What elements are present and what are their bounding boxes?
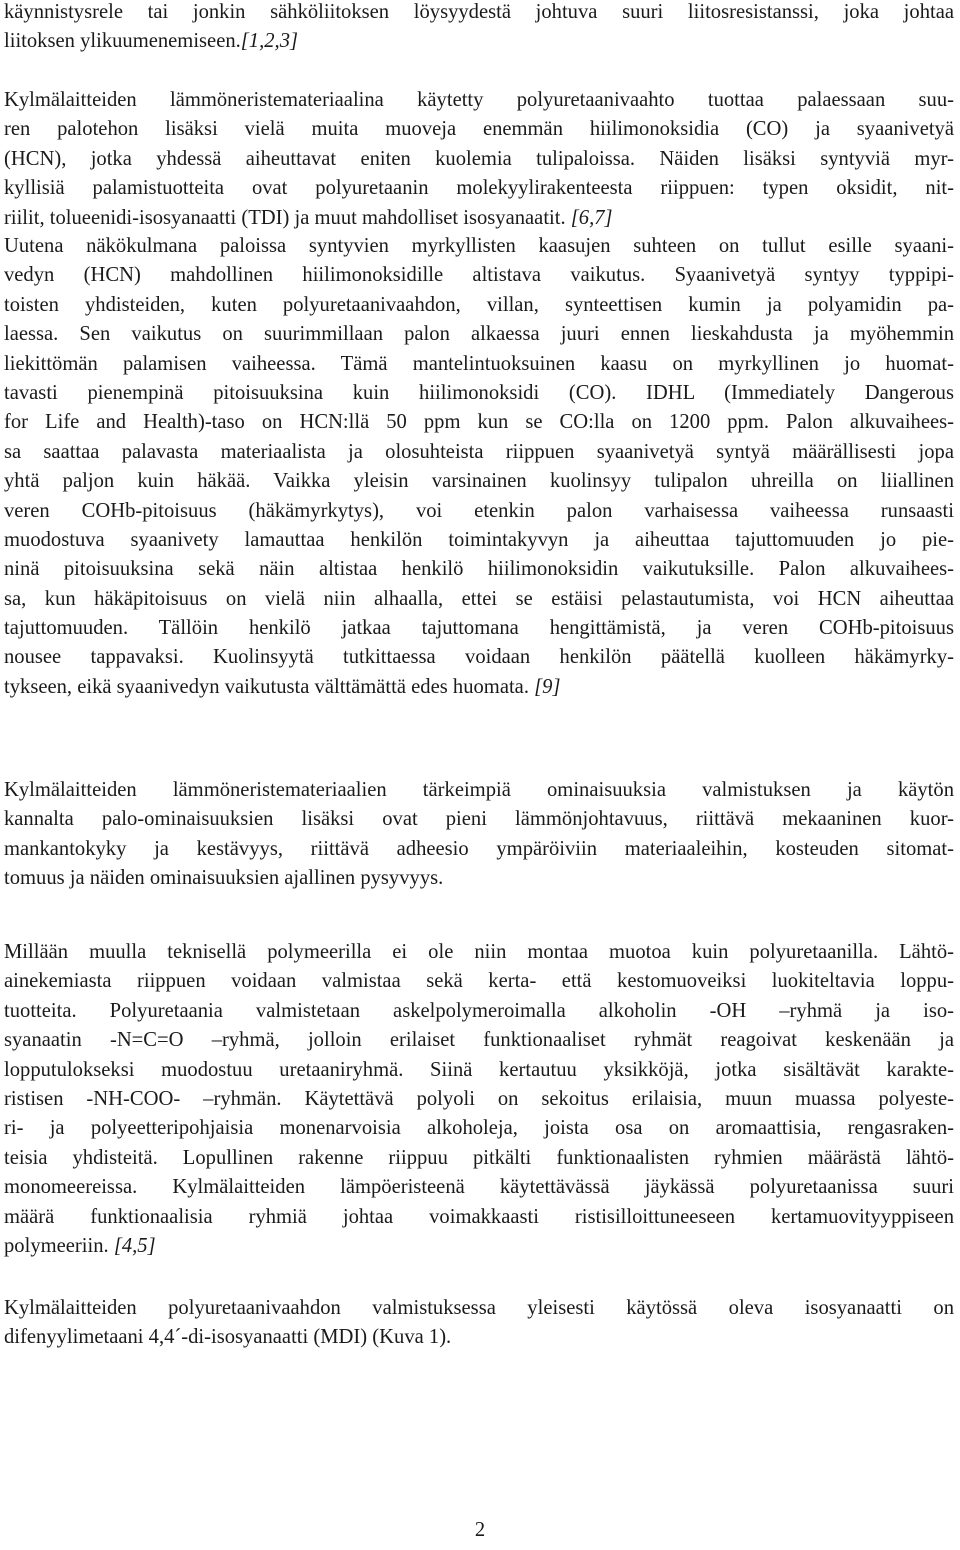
text-line: ri- ja polyeetteripohjaisia monenarvoisia alkoholeja, joista osa on aromaattisia, rengasraken- (4, 1117, 954, 1140)
paragraph-5 (4, 938, 954, 1261)
page-number: 2 (474, 1519, 486, 1541)
text-line: vedyn (HCN) mahdollinen hiilimonoksidille altistava vaikutus. Syaanivetyä syntyy typpipi- (4, 264, 954, 287)
text-line: Kylmälaitteiden lämmöneristemateriaalien tärkeimpiä ominaisuuksia valmistuksen ja käytön (4, 779, 954, 801)
text-line: tajuttomuuden. Tällöin henkilö jatkaa tajuttomana hengittämistä, ja veren COHb-pitoisuus (4, 617, 954, 640)
text-line (4, 1232, 954, 1261)
text-line: laessa. Sen vaikutus on suurimmillaan palon alkaessa juuri ennen lieskahdusta ja myöhemmin (4, 323, 954, 346)
text-line: Uutena näkökulmana paloissa syntyvien myrkyllisten kaasujen suhteen on tullut esille syaani- (4, 235, 954, 257)
text-line: veren COHb-pitoisuus (häkämyrkytys), voi etenkin palon varhaisessa vaiheessa runsaasti (4, 499, 954, 522)
text-line: ren palotehon lisäksi vielä muita muoveja enemmän hiilimonoksidia (CO) ja syaanivetyä (4, 118, 954, 141)
text-line: Kylmälaitteiden polyuretaanivaahdon valmistuksessa yleisesti käytössä oleva isosyanaatti on (4, 1297, 954, 1319)
text-line (4, 673, 954, 702)
citation: [6,7] (570, 206, 613, 229)
text-line: teisia yhdisteitä. Lopullinen rakenne riippuu pitkälti funktionaalisten ryhmien määrästä lähtö- (4, 1146, 954, 1169)
text-line-content: liitoksen ylikuumenemiseen. (4, 30, 241, 53)
text-line: käynnistysrele tai jonkin sähköliitoksen löysyydestä johtuva suuri liitosresistanssi, joka johtaa (4, 1, 954, 23)
text-line: nousee tappavaksi. Kuolinsyytä tutkittaessa voidaan henkilön päätellä kuolleen häkämyrky- (4, 646, 954, 669)
text-line: ninä pitoisuuksina sekä näin altistaa henkilö hiilimonoksidin vaikutuksille. Palon alkuvaihees- (4, 558, 954, 581)
text-line: tavasti pienempinä pitoisuuksina kuin hiilimonoksidi (CO). IDHL (Immediately Dangerous (4, 381, 954, 404)
paragraph-1 (4, 0, 954, 57)
text-line: lopputulokseksi muodostuu uretaaniryhmä. Siinä kertautuu yksikköjä, jotka sisältävät karakte- (4, 1058, 954, 1081)
text-line: yhtä paljon kuin häkää. Vaikka yleisin varsinainen kuolinsyy tulipalon uhreilla on liiallinen (4, 470, 954, 493)
text-line-content: riilit, tolueenidi-isosyanaatti (TDI) ja muut mahdolliset isosyanaatit. (4, 206, 566, 229)
text-line: kannalta palo-ominaisuuksien lisäksi ovat pieni lämmönjohtavuus, riittävä mekaaninen kuor- (4, 808, 954, 831)
text-line: määrä funktionaalisia ryhmiä johtaa voimakkaasti ristisilloittuneeseen kertamuovityyppiseen (4, 1205, 954, 1228)
text-line (4, 27, 954, 56)
text-line (4, 204, 954, 233)
citation: [1,2,3] (240, 30, 299, 53)
text-line: kyllisiä palamistuotteita ovat polyuretaanin molekyylirakenteesta riippuen: typen oksidit, nit- (4, 177, 954, 200)
text-line: difenyylimetaani 4,4´-di-isosyanaatti (MDI) (Kuva 1). (4, 1326, 452, 1349)
text-line: toisten yhdisteiden, kuten polyuretaanivaahdon, villan, synteettisen kumin ja polyamidin pa- (4, 293, 954, 316)
text-line: tuotteita. Polyuretaania valmistetaan askelpolymeroimalla alkoholin -OH –ryhmä ja iso- (4, 999, 954, 1022)
text-line-content: polymeeriin. (4, 1234, 109, 1257)
text-line: tomuus ja näiden ominaisuuksien ajallinen pysyvyys. (4, 867, 444, 890)
text-line: sa saattaa palavasta materiaalista ja olosuhteista riippuen syaanivetyä syntyä määrällisesti jopa (4, 440, 954, 463)
text-line: sa, kun häkäpitoisuus on vielä niin alhaalla, ettei se estäisi pelastautumista, voi HCN aiheuttaa (4, 587, 954, 610)
paragraph-3 (4, 232, 954, 702)
paragraph-6 (4, 1294, 954, 1353)
paragraph-4 (4, 776, 954, 894)
citation: [4,5] (113, 1234, 156, 1257)
text-line: ainekemiasta riippuen voidaan valmistaa sekä kerta- että kestomuoveiksi luokiteltavia loppu- (4, 970, 954, 993)
text-line: ristisen -NH-COO- –ryhmän. Käytettävä polyoli on sekoitus erilaisia, muun muassa polyeste- (4, 1087, 954, 1110)
text-line-content: tykseen, eikä syaanivedyn vaikutusta välttämättä edes huomata. (4, 675, 529, 698)
text-line: monomeereissa. Kylmälaitteiden lämpöeristeenä käytettävässä jäykässä polyuretaanissa suuri (4, 1176, 954, 1199)
text-line: liekittömän palamisen vaiheessa. Tämä mantelintuoksuinen kaasu on myrkyllinen jo huomat- (4, 352, 954, 375)
citation: [9] (534, 675, 561, 698)
text-line: (HCN), jotka yhdessä aiheuttavat eniten kuolemia tulipaloissa. Näiden lisäksi syntyviä myr- (4, 147, 954, 170)
text-line: for Life and Health)-taso on HCN:llä 50 ppm kun se CO:lla on 1200 ppm. Palon alkuvaihees- (4, 411, 954, 434)
text-line: Kylmälaitteiden lämmöneristemateriaalina käytetty polyuretaanivaahto tuottaa palaessaan suu- (4, 89, 954, 111)
text-line: muodostuva syaanivety lamauttaa henkilön toimintakyvyn ja aiheuttaa tajuttomuuden jo pie- (4, 528, 954, 551)
text-line: syanaatin -N=C=O –ryhmä, jolloin erilaiset funktionaaliset ryhmät reagoivat keskenään ja (4, 1029, 954, 1052)
text-line: Millään muulla teknisellä polymeerilla ei ole niin montaa muotoa kuin polyuretaanilla. Lähtö- (4, 941, 954, 963)
text-line: mankantokyky ja kestävyys, riittävä adheesio ympäröiviin materiaaleihin, kosteuden sitomat- (4, 837, 954, 860)
paragraph-2 (4, 86, 954, 233)
